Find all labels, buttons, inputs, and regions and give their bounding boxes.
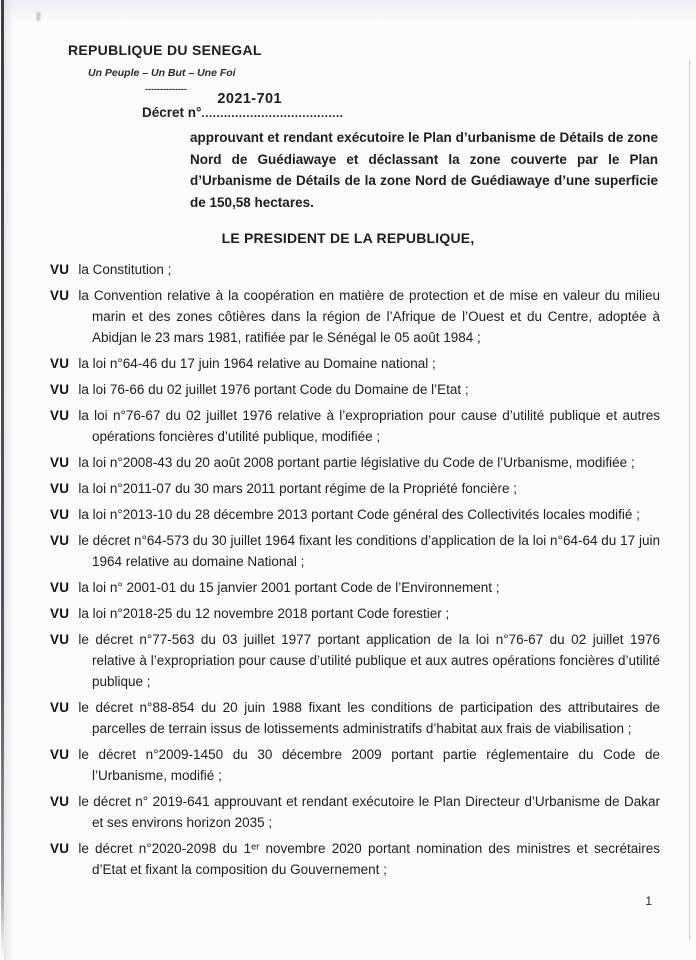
visa-label: VU <box>50 455 70 470</box>
dotted-line: ...................................... <box>201 106 344 120</box>
visa-label: VU <box>50 747 70 762</box>
visa-text: la loi n°2011-07 du 30 mars 2011 portant régime de la Propriété foncière ; <box>78 481 518 496</box>
visa-label: VU <box>50 481 70 496</box>
visa-label: VU <box>50 356 70 371</box>
visa-item <box>50 379 660 400</box>
visa-text: la loi 76-66 du 02 juillet 1976 portant Code du Domaine de l’Etat ; <box>78 382 469 397</box>
visa-item <box>50 603 660 624</box>
visa-text: la loi n°2008-43 du 20 août 2008 portant partie législative du Code de l’Urbanisme, modifiée ; <box>78 455 635 470</box>
visa-text: le décret n°77-563 du 03 juillet 1977 portant application de la loi n°76-67 du 02 juillet 1976 relative à l’expropriation pour cause d’utilité publique et aux autres opérations foncières d’utilité publique ; <box>78 632 660 689</box>
visa-item <box>50 697 660 739</box>
decree-label: Décret n° <box>142 105 202 120</box>
page-number: 1 <box>645 894 652 908</box>
visa-text: la Constitution ; <box>78 262 172 277</box>
visa-label: VU <box>50 606 70 621</box>
visa-label: VU <box>50 841 70 856</box>
visa-label: VU <box>50 700 70 715</box>
scan-top-shadow <box>0 0 696 26</box>
visa-label: VU <box>50 262 70 277</box>
decree-number: 2021-701 <box>217 91 282 107</box>
visa-item <box>50 791 660 833</box>
decree-number-slot <box>201 91 344 120</box>
visa-label: VU <box>50 632 70 647</box>
visa-item <box>50 530 660 572</box>
visa-item <box>50 838 660 880</box>
visa-list <box>0 259 696 880</box>
visa-text: la loi n°64-46 du 17 juin 1964 relative au Domaine national ; <box>78 356 436 371</box>
salutation: LE PRESIDENT DE LA REPUBLIQUE, <box>221 230 475 246</box>
visa-item <box>50 452 660 473</box>
visa-item <box>50 285 660 348</box>
visa-label: VU <box>50 382 70 397</box>
visa-text: le décret n°64-573 du 30 juillet 1964 fixant les conditions d’application de la loi n°64-64 du 17 juin 1964 relative au domaine National ; <box>78 533 660 569</box>
decree-number-line <box>142 91 696 120</box>
scan-speck <box>37 12 40 21</box>
national-motto: Un Peuple – Un But – Une Foi <box>88 67 236 79</box>
visa-item <box>50 504 660 525</box>
motto-separator: -------------- <box>145 84 187 94</box>
visa-item <box>50 478 660 499</box>
visa-text: la loi n°2013-10 du 28 décembre 2013 portant Code général des Collectivités locales modifié ; <box>78 507 640 522</box>
visa-text: la loi n°76-67 du 02 juillet 1976 relative à l’expropriation pour cause d’utilité publique et autres opérations foncières d’utilité publique, modifiée ; <box>78 408 660 444</box>
visa-label: VU <box>50 580 70 595</box>
visa-item <box>50 405 660 447</box>
visa-text: le décret n° 2019-641 approuvant et rendant exécutoire le Plan Directeur d’Urbanisme de Dakar et ses environs horizon 2035 ; <box>78 794 660 830</box>
visa-label: VU <box>50 507 70 522</box>
visa-label: VU <box>50 533 70 548</box>
visa-item <box>50 259 660 280</box>
visa-text: la loi n° 2001-01 du 15 janvier 2001 portant Code de l’Environnement ; <box>78 580 500 595</box>
visa-item <box>50 353 660 374</box>
visa-label: VU <box>50 794 70 809</box>
republic-title: REPUBLIQUE DU SENEGAL <box>68 42 262 58</box>
visa-text: la Convention relative à la coopération en matière de protection et de mise en valeur du milieu marin et des zones côtières dans la région de l’Afrique de l’Ouest et du Centre, adoptée à Abidjan le 23 mars 1981, ratifiée par le Sénégal le 05 août 1984 ; <box>78 288 660 345</box>
visa-text: le décret n°2009-1450 du 30 décembre 2009 portant partie réglementaire du Code de l’Urbanisme, modifié ; <box>78 747 660 783</box>
visa-item <box>50 577 660 598</box>
visa-item <box>50 629 660 692</box>
visa-label: VU <box>50 408 70 423</box>
scan-left-shade <box>4 0 14 960</box>
visa-label: VU <box>50 288 70 303</box>
visa-text: le décret n°88-854 du 20 juin 1988 fixant les conditions de participation des attributaires de parcelles de terrain issus de lotissements administratifs d’habitat aux frais de viabilisation ; <box>78 700 660 736</box>
visa-item <box>50 744 660 786</box>
scan-right-edge <box>689 60 690 940</box>
decree-subject: approuvant et rendant exécutoire le Plan d’urbanisme de Détails de zone Nord de Guédiawaye et déclassant la zone couverte par le Plan d’Urbanisme de Détails de la zone Nord de Guédiawaye d’une superficie de 150,58 hectares. <box>190 130 658 210</box>
visa-text: le décret n°2020-2098 du 1ᵉʳ novembre 2020 portant nomination des ministres et secrétaires d’Etat et fixant la composition du Gouvernement ; <box>78 841 660 877</box>
visa-text: la loi n°2018-25 du 12 novembre 2018 portant Code forestier ; <box>78 606 450 621</box>
